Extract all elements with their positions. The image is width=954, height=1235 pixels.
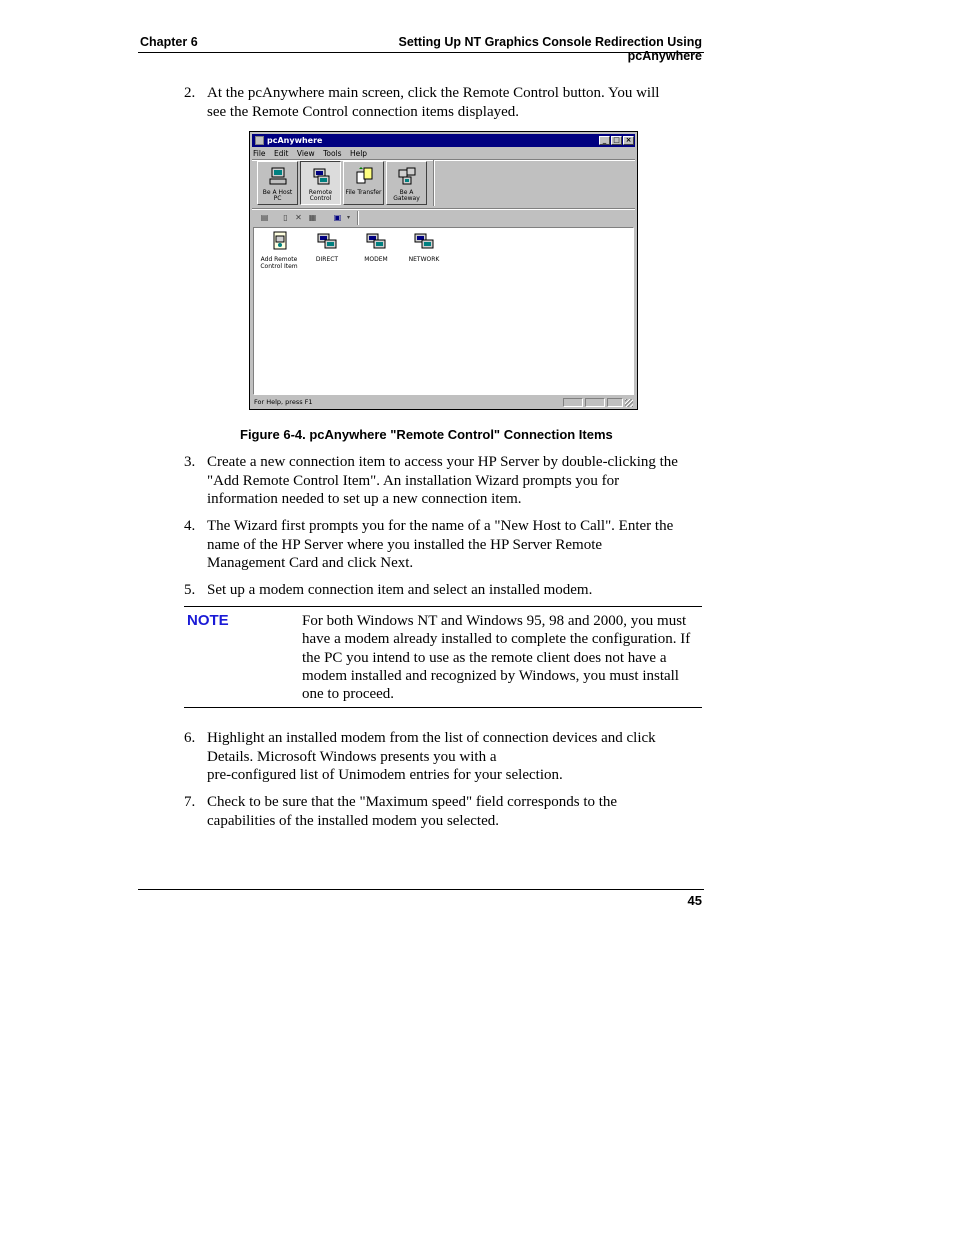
status-field-1 [563, 398, 583, 407]
small-toolbar-divider [357, 211, 359, 225]
remote-control-label: Remote Control [308, 188, 333, 202]
menu-edit[interactable]: Edit [273, 149, 289, 158]
step-number: 2. [184, 85, 196, 101]
maximize-icon[interactable]: □ [611, 136, 622, 145]
step-number: 7. [184, 794, 196, 810]
be-a-gateway-button[interactable] [386, 161, 427, 205]
menu-help[interactable]: Help [349, 149, 368, 158]
remote-control-icon [312, 166, 330, 186]
step-text: At the pcAnywhere main screen, click the Remote Control button. You will see the Remote Control connection items displayed. [207, 85, 660, 120]
step-text: Set up a modem connection item and select an installed modem. [207, 582, 593, 598]
chevron-down-icon[interactable]: ▾ [346, 214, 350, 221]
add-item-icon [268, 230, 290, 252]
remote-control-button[interactable] [300, 161, 341, 205]
menu-tools[interactable]: Tools [323, 149, 342, 158]
menu-file[interactable]: File [253, 149, 266, 158]
resize-grip-icon[interactable] [625, 399, 633, 407]
host-pc-icon [269, 166, 287, 186]
figure-caption: Figure 6-4. pcAnywhere "Remote Control" Connection Items [240, 427, 613, 442]
minimize-icon[interactable]: _ [599, 136, 610, 145]
step-number: 4. [184, 518, 196, 534]
header-chapter: Chapter 6 [140, 35, 198, 49]
menu-bar [253, 148, 373, 159]
page-number: 45 [687, 893, 702, 908]
step-text-line-1: Highlight an installed modem from the list of connection devices and click Details. Microsoft Windows presents you with a [207, 730, 656, 765]
step-text: Create a new connection item to access your HP Server by double-clicking the "Add Remote Control Item". An installation Wizard prompts you for information needed to set up a new connection item. [207, 454, 678, 507]
add-remote-control-label: Add Remote Control Item [260, 256, 298, 270]
toolbar-divider [433, 160, 435, 206]
be-a-host-label: Be A Host PC [262, 188, 293, 202]
remote-control-icon [316, 230, 338, 252]
file-transfer-label: File Transfer [345, 188, 382, 196]
note-label: NOTE [187, 612, 229, 629]
new-item-icon[interactable]: ▯ [283, 213, 288, 222]
note-bottom-rule [184, 707, 702, 708]
add-remote-control-item[interactable] [256, 230, 302, 270]
note-text: For both Windows NT and Windows 95, 98 and 2000, you must have a modem already installed to complete the configuration. If the PC you intend to use as the remote client does not have a modem installed and recognized by Windows, you must install one to proceed. [302, 613, 691, 703]
be-a-gateway-label: Be A Gateway [393, 188, 420, 202]
close-icon[interactable]: × [623, 136, 634, 145]
pcanywhere-window [249, 131, 638, 410]
small-toolbar [253, 210, 633, 226]
rename-icon[interactable]: ▦ [308, 213, 317, 222]
footer-rule [138, 889, 704, 890]
step-text: Check to be sure that the "Maximum speed" field corresponds to the capabilities of the installed modem you selected. [207, 794, 618, 829]
status-field-2 [585, 398, 605, 407]
header-title: Setting Up NT Graphics Console Redirection Using pcAnywhere [398, 35, 702, 63]
delete-icon[interactable]: ✕ [295, 213, 302, 222]
items-panel [253, 227, 634, 395]
window-titlebar [252, 134, 635, 147]
status-bar [253, 397, 634, 408]
step-number: 5. [184, 582, 196, 598]
menu-view[interactable]: View [296, 149, 315, 158]
remote-control-icon [365, 230, 387, 252]
modem-label: MODEM [364, 256, 388, 263]
file-transfer-button[interactable] [343, 161, 384, 205]
file-transfer-icon [355, 166, 373, 186]
step-text-line-2: pre-configured list of Unimodem entries for your selection. [207, 767, 563, 783]
header-rule [138, 52, 704, 53]
gateway-icon [398, 166, 416, 186]
network-label: NETWORK [408, 256, 440, 263]
window-title: pcAnywhere [267, 136, 323, 145]
step-number: 3. [184, 454, 196, 470]
network-item[interactable] [401, 230, 447, 263]
direct-label: DIRECT [315, 256, 339, 263]
status-field-3 [607, 398, 623, 407]
remote-control-icon [413, 230, 435, 252]
step-text [207, 729, 687, 785]
main-toolbar [253, 160, 633, 208]
view-icon[interactable]: ▣ [333, 213, 342, 222]
modem-item[interactable] [353, 230, 399, 263]
step-number: 6. [184, 730, 196, 746]
direct-item[interactable] [304, 230, 350, 263]
be-a-host-button[interactable] [257, 161, 298, 205]
note-top-rule [184, 606, 702, 607]
step-text: The Wizard first prompts you for the name of a "New Host to Call". Enter the name of the HP Server where you installed the HP Server Remote Management Card and click Next. [207, 518, 674, 571]
app-icon [255, 136, 264, 145]
properties-icon[interactable]: ▤ [260, 213, 269, 222]
status-text: For Help, press F1 [254, 398, 313, 406]
